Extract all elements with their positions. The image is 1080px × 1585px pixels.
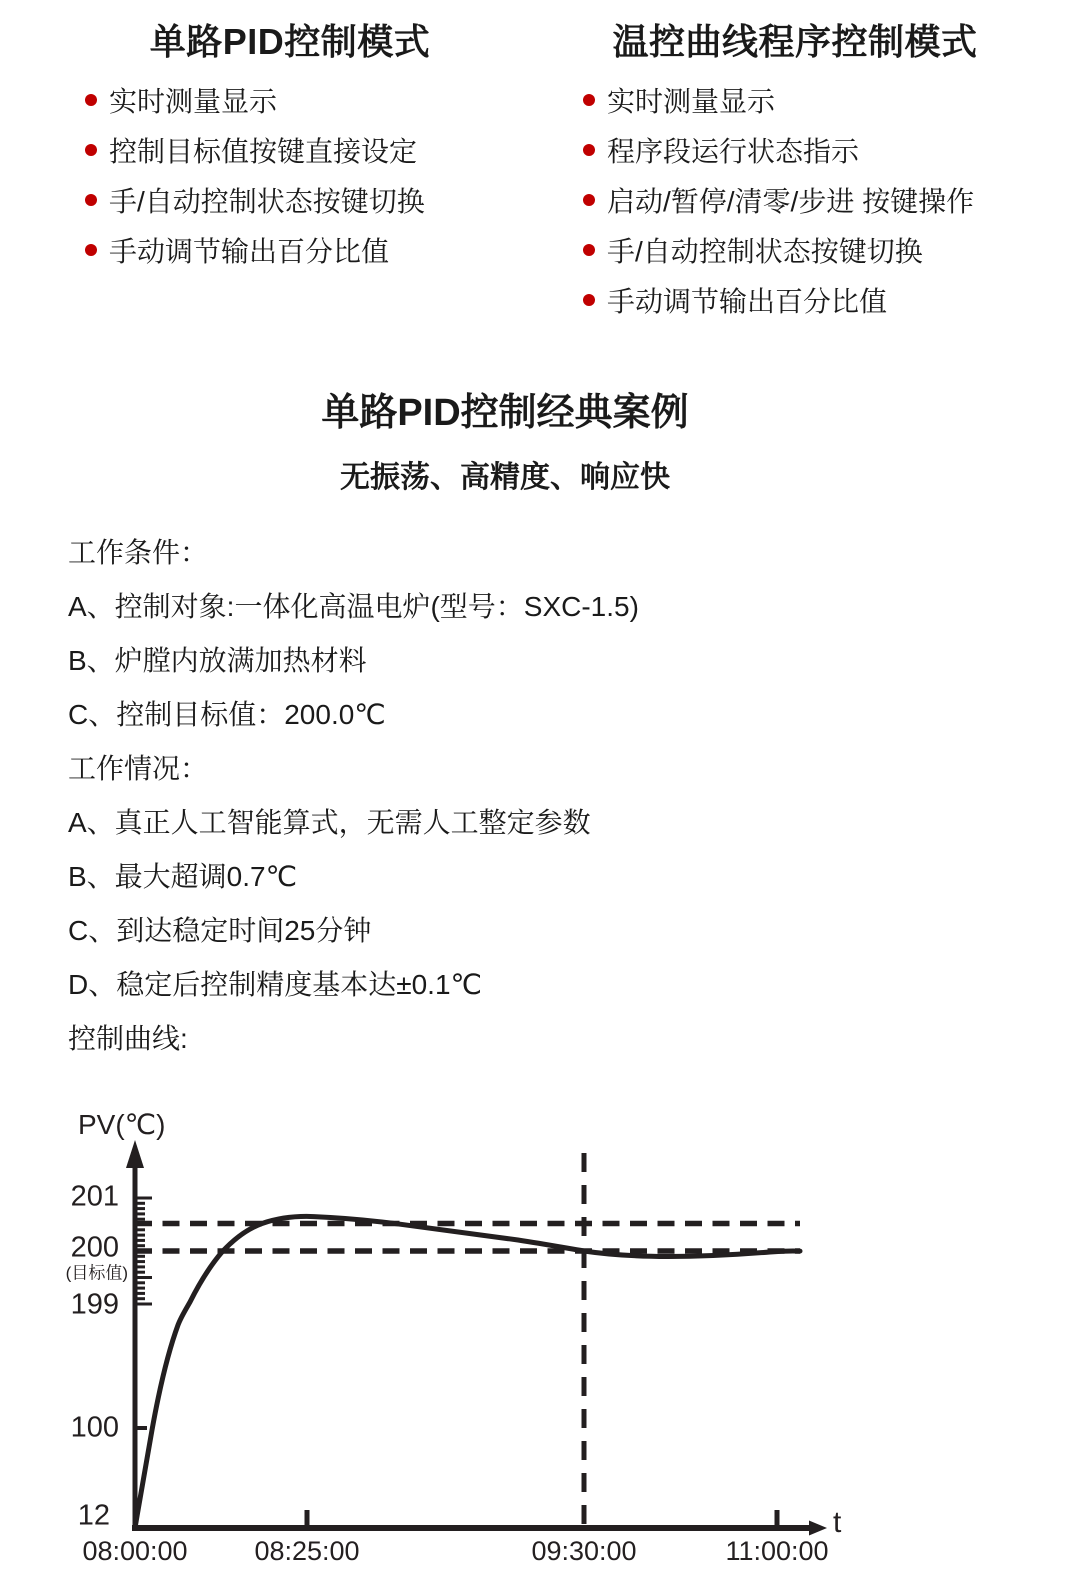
ruler-minor-tick <box>134 1218 145 1221</box>
result-line: C、到达稳定时间25分钟 <box>68 915 372 946</box>
bullet-icon <box>583 94 595 106</box>
list-item <box>85 175 525 225</box>
bullet-icon <box>583 144 595 156</box>
ruler-minor-tick <box>134 1202 145 1205</box>
list-item <box>583 75 1040 125</box>
conditions-heading: 工作条件： <box>68 537 209 568</box>
ruler-minor-tick <box>134 1255 145 1258</box>
single-pid-mode-feature-list <box>55 75 525 275</box>
condition-line: B、炉膛内放满加热材料 <box>68 645 367 676</box>
y-tick-label-200: 200 <box>70 1231 119 1264</box>
y-tick-label-199: 199 <box>70 1288 119 1321</box>
list-item <box>583 125 1040 175</box>
bullet-icon <box>583 244 595 256</box>
ruler-major-tick <box>134 1303 152 1306</box>
y-axis-label: PV(℃) <box>78 1109 166 1140</box>
x-axis-arrow-icon <box>809 1521 827 1536</box>
x-tick-label-082500: 08:25:00 <box>254 1536 360 1567</box>
feature-label: 程序段运行状态指示 <box>607 136 860 167</box>
case-description <box>68 524 1080 1064</box>
ruler-minor-tick <box>134 1271 145 1274</box>
program-mode-column <box>550 8 1040 325</box>
ruler-minor-tick <box>134 1207 145 1210</box>
case-subtitle: 无振荡、高精度、响应快 <box>340 461 670 494</box>
x-tick-1100 <box>775 1510 780 1528</box>
ruler-minor-tick <box>134 1260 145 1263</box>
ruler-minor-tick <box>134 1297 145 1300</box>
x-tick-label-093000: 09:30:00 <box>531 1536 637 1567</box>
bullet-icon <box>85 144 97 156</box>
ruler-minor-tick <box>134 1281 145 1284</box>
ruler-major-tick <box>134 1197 152 1200</box>
bullet-icon <box>583 194 595 206</box>
x-tick-label-080000: 08:00:00 <box>82 1536 188 1567</box>
pv-time-chart-svg <box>0 1098 1080 1580</box>
bullet-icon <box>583 294 595 306</box>
x-tick-label-110000: 11:00:00 <box>725 1536 829 1567</box>
y-tick-label-12: 12 <box>77 1499 110 1532</box>
feature-label: 实时测量显示 <box>109 86 278 117</box>
list-item <box>583 225 1040 275</box>
ruler-minor-tick <box>134 1287 145 1290</box>
ruler-minor-tick <box>134 1265 145 1268</box>
target-value-label: (目标值) <box>65 1263 128 1283</box>
list-item <box>85 225 525 275</box>
feature-label: 启动/暂停/清零/步进 按键操作 <box>607 186 975 217</box>
list-item <box>583 175 1040 225</box>
feature-label: 控制目标值按键直接设定 <box>109 136 418 167</box>
result-line: D、稳定后控制精度基本达±0.1℃ <box>68 969 482 1000</box>
curve-heading: 控制曲线: <box>68 1023 188 1054</box>
ruler-minor-tick <box>134 1212 145 1215</box>
pv-curve <box>135 1216 800 1528</box>
list-item <box>583 275 1040 325</box>
x-axis-label: t <box>833 1506 842 1539</box>
mode-columns <box>0 0 1080 325</box>
list-item <box>85 75 525 125</box>
result-line: B、最大超调0.7℃ <box>68 861 298 892</box>
feature-label: 手/自动控制状态按键切换 <box>109 186 425 217</box>
ruler-minor-tick <box>134 1244 145 1247</box>
bullet-icon <box>85 194 97 206</box>
y-tick-100 <box>134 1426 147 1430</box>
bullet-icon <box>85 94 97 106</box>
list-item <box>85 125 525 175</box>
feature-label: 手/自动控制状态按键切换 <box>607 236 923 267</box>
single-pid-mode-title: 单路PID控制模式 <box>149 21 431 62</box>
y-tick-label-100: 100 <box>70 1411 119 1444</box>
ruler-minor-tick <box>134 1234 145 1237</box>
feature-label: 手动调节输出百分比值 <box>109 236 390 267</box>
ruler-minor-tick <box>134 1228 145 1231</box>
y-tick-label-201: 201 <box>70 1180 119 1213</box>
control-curve-chart <box>0 1098 1080 1585</box>
program-mode-feature-list <box>550 75 1040 325</box>
feature-label: 手动调节输出百分比值 <box>607 286 888 317</box>
case-title: 单路PID控制经典案例 <box>321 392 689 434</box>
condition-line: C、控制目标值：200.0℃ <box>68 699 386 730</box>
ruler-minor-tick <box>134 1292 145 1295</box>
result-line: A、真正人工智能算式，无需人工整定参数 <box>68 807 591 838</box>
single-pid-mode-column <box>55 8 525 325</box>
program-mode-title: 温控曲线程序控制模式 <box>612 21 978 62</box>
ruler-minor-tick <box>134 1239 145 1242</box>
feature-label: 实时测量显示 <box>607 86 776 117</box>
y-axis-arrow-icon <box>126 1140 144 1168</box>
x-tick-0825 <box>305 1510 310 1528</box>
condition-line: A、控制对象:一体化高温电炉(型号：SXC-1.5) <box>68 591 639 622</box>
bullet-icon <box>85 244 97 256</box>
results-heading: 工作情况： <box>68 753 209 784</box>
ruler-major-tick <box>134 1276 152 1279</box>
